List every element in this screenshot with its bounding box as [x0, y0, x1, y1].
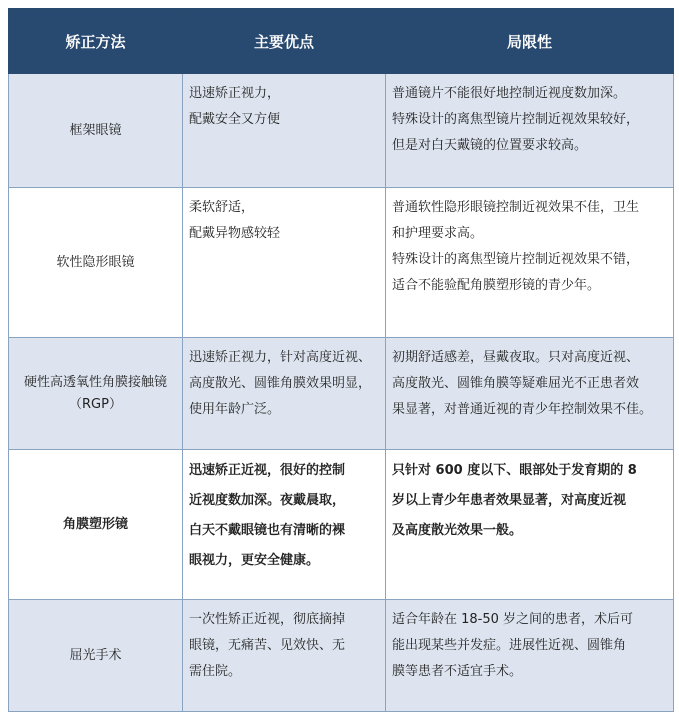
- limitations-cell: [386, 338, 674, 450]
- table-row: [9, 74, 674, 188]
- limitation-line: 特殊设计的离焦型镜片控制近视效果不错，: [392, 252, 640, 267]
- header-row: [9, 9, 674, 74]
- advantage-line: 迅速矫正视力，针对高度近视、: [189, 350, 372, 365]
- advantage-line: 近视度数加深。夜戴晨取，: [189, 493, 346, 508]
- method-cell: [9, 600, 183, 712]
- advantage-line: 眼视力，更安全健康。: [189, 553, 320, 568]
- table-row: [9, 338, 674, 450]
- limitations-cell: [386, 188, 674, 338]
- limitation-line: 高度散光、圆锥角膜等疑难屈光不正患者效: [392, 376, 640, 391]
- method-cell: [9, 338, 183, 450]
- method-name: 硬性高透氧性角膜接触镜: [23, 374, 167, 390]
- limitation-line: 膜等患者不适宜手术。: [392, 664, 523, 679]
- comparison-table-wrapper: [8, 8, 673, 712]
- method-cell: [9, 450, 183, 600]
- method-cell: [9, 188, 183, 338]
- limitation-line: 普通软性隐形眼镜控制近视效果不佳，卫生: [392, 200, 640, 215]
- method-cell: [9, 74, 183, 188]
- advantage-line: 迅速矫正近视，很好的控制: [189, 463, 346, 478]
- limitation-line: 岁以上青少年患者效果显著，对高度近视: [392, 493, 627, 508]
- advantage-line: 配戴安全又方便: [189, 112, 281, 127]
- limitation-line: 能出现某些并发症。进展性近视、圆锥角: [392, 638, 627, 653]
- advantage-line: 眼镜，无痛苦、见效快、无: [189, 638, 346, 653]
- table-row: [9, 600, 674, 712]
- advantage-line: 一次性矫正近视，彻底摘掉: [189, 612, 346, 627]
- header-limitations: 局限性: [386, 9, 674, 74]
- advantage-line: 迅速矫正视力，: [189, 86, 281, 101]
- advantages-cell: [183, 450, 386, 600]
- method-name: 框架眼镜: [69, 122, 122, 138]
- limitation-line: 普通镜片不能很好地控制近视度数加深。: [392, 86, 627, 101]
- advantages-cell: [183, 600, 386, 712]
- advantages-cell: [183, 338, 386, 450]
- limitations-cell: [386, 600, 674, 712]
- method-name: 屈光手术: [69, 647, 122, 663]
- limitation-line: 适合不能验配角膜塑形镜的青少年。: [392, 278, 601, 293]
- advantage-line: 配戴异物感较轻: [189, 226, 281, 241]
- advantages-cell: [183, 74, 386, 188]
- header-method: 矫正方法: [9, 9, 183, 74]
- method-name: 软性隐形眼镜: [56, 254, 135, 270]
- advantage-line: 使用年龄广泛。: [189, 402, 281, 417]
- limitation-line: 但是对白天戴镜的位置要求较高。: [392, 138, 588, 153]
- method-name: 角膜塑形镜: [62, 516, 128, 532]
- limitation-line: 和护理要求高。: [392, 226, 484, 241]
- advantage-line: 白天不戴眼镜也有清晰的裸: [189, 523, 346, 538]
- limitations-cell: [386, 450, 674, 600]
- advantage-line: 柔软舒适，: [189, 200, 255, 215]
- limitations-cell: [386, 74, 674, 188]
- limitation-line: 初期舒适感差，昼戴夜取。只对高度近视、: [392, 350, 640, 365]
- limitation-line: 只针对 600 度以下、眼部处于发育期的 8: [392, 463, 637, 478]
- table-row: [9, 188, 674, 338]
- method-abbr: （RGP）: [69, 396, 122, 412]
- advantage-line: 需住院。: [189, 664, 242, 679]
- limitation-line: 适合年龄在 18-50 岁之间的患者，术后可: [392, 612, 634, 627]
- limitation-line: 果显著，对普通近视的青少年控制效果不佳。: [392, 402, 653, 417]
- myopia-correction-table: [8, 8, 674, 712]
- limitation-line: 及高度散光效果一般。: [392, 523, 523, 538]
- table-row: [9, 450, 674, 600]
- advantage-line: 高度散光、圆锥角膜效果明显，: [189, 376, 372, 391]
- limitation-line: 特殊设计的离焦型镜片控制近视效果较好，: [392, 112, 640, 127]
- header-advantages: 主要优点: [183, 9, 386, 74]
- advantages-cell: [183, 188, 386, 338]
